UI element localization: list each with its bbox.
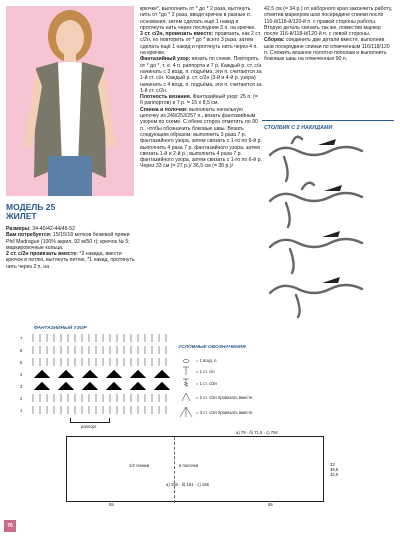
diagram-title: СТОЛБИК С 2 НАКИДАМИ (264, 125, 333, 131)
col2-p4-label: Плотность вязания. (140, 94, 192, 101)
model-title: МОДЕЛЬ 25 (6, 202, 56, 212)
model-photo (6, 6, 134, 196)
legend-item-2: = 1 ст. с/н (196, 369, 215, 374)
schematic-left-width: 55 (109, 502, 114, 507)
sizes-label: Размеры: (6, 226, 31, 232)
col2-p2-label: 3 ст. с/2н, провязать вместе: (140, 31, 214, 38)
legend-item-4: = 2 ст. с/2н провязать вместе (196, 395, 253, 400)
row-label-5: 5 (20, 360, 23, 365)
row-label-3: 3 (20, 384, 23, 389)
col3-paragraph-1: 42,5 см (= 34 р.) от наборного края закончить работу, отметив маркером шов посередине спинки после 116-й/118-й/120-й п. с правой стороны работы. Вторую деталь связать так же, поместив маркер после 116-й/118-й/120-й п. с левой стороны. (264, 6, 393, 38)
row-label-2: 2 (20, 396, 23, 401)
legend-item-1: = 1 возд. п. (196, 358, 218, 363)
treble-crochet-diagram (262, 120, 394, 320)
chain-stitch-symbol (183, 360, 189, 363)
sizes-value: 34-40/42-44/46-52 (32, 226, 75, 232)
row-label-7: 7 (20, 336, 23, 341)
col2-p2-text: провязать, как 2 ст. с/2н, но повторить от * до * всего 3 раза, затем сделать ещё 1 накид и протянуть нить через 4 п. на крючке. (140, 31, 262, 57)
row-5-stitches (33, 358, 166, 366)
row-2-stitches (33, 394, 166, 402)
middle-column-text (140, 6, 262, 170)
col2-p3-label: Фантазийный узор: (140, 56, 191, 63)
garment-schematic (66, 436, 324, 502)
col3-p2-label: Сборка: (264, 37, 285, 44)
two-treble-together-symbol (182, 393, 190, 401)
crochet-steps-illustration (262, 133, 394, 319)
row-7-stitches (33, 334, 166, 342)
schematic-top-label: а) 79 · б) 71,5 · с) 794 (236, 430, 278, 435)
rapport-bracket (70, 418, 110, 423)
col2-p4-text: Фантазийный узор: 25 п. (= 6 раппортов) и 7 р. = 15 х 8,5 см. (140, 94, 258, 107)
legend-item-5: = 3 ст. с/2н провязать вместе (196, 410, 253, 415)
model-heading (6, 203, 136, 221)
left-column-text (6, 226, 136, 270)
two-st-text: *2 накида, ввести крючок в петлю, вытянуть петлю, *1 накид, протянуть нить через 2 п. на (6, 251, 135, 270)
col3-p2-text: соединить две детали вместе, выполнив шов посередине спинки по отмеченным 116/118/120 п. Сложить вязаное полотно пополам и выполнить боковые швы на отмеченных 90 п. (264, 37, 390, 63)
col2-p5-text: выполнить начальную цепочку из 249/253/257 п., вязать фантазийным узором по схеме. С обеих сторон отметить по 90 п., чтобы обозначить боковые швы. Вязать следующим образом: выполнить 3 раза 7 р. фантазийного узора, затем связать с 1-го по 6-й р. выполнить 4 раза 7 р. фантазийного узора, затем связать 1-й и 2-й р.; выполнить 4 раза 7 р. фантазийного узора, затем связать с 1-го по 6-й р. Через 33 см (= 27 р.)/ 36,5 см (= 30 р.)/ (140, 106, 262, 170)
legend (178, 357, 258, 427)
schematic-height-2: 36,5 (330, 467, 339, 472)
col2-p3-text: вязать по схеме. Повторять от * до *, т. е. 4 п. раппорта и 7 р. Каждый р. ст. с/н начинать с 3 возд. п. подъёма, эти п. считаются за 1-й ст. с/н. Каждый р. ст. с/2н (3-й и 4-й р. узора) начинать с 4 возд. п. подъёма, эти п. считаются за 1-й ст. с/2н. (140, 56, 262, 94)
right-column-text (264, 6, 394, 63)
two-st-label: 2 ст. с/2н провязать вместе: (6, 251, 78, 258)
row-6-stitches (33, 346, 166, 354)
row-1-stitches (33, 406, 166, 414)
materials-text: 15/15/18 мотков бежевой пряжи Phil Madrague (100% акрил, 92 м/50 г); крючок № 5; маркировочные кольца. (6, 232, 130, 251)
schematic-height-1: 33 (330, 462, 335, 467)
legend-symbols (178, 357, 194, 427)
rapport-label: раппорт (81, 424, 97, 429)
legend-item-3: = 1 ст. с/2н (196, 381, 217, 386)
schematic-bottom-label: а) 156 · б) 161 · с) 156 (166, 482, 209, 487)
row-label-4: 4 (20, 372, 23, 377)
row-label-1: 1 (20, 408, 23, 413)
schematic-height-3: 42,5 (330, 472, 339, 477)
schematic-right-width: 55 (268, 502, 273, 507)
model-subtitle: ЖИЛЕТ (6, 211, 37, 221)
page-number: 76 (4, 520, 16, 532)
schematic-side-label: и полочки (179, 463, 199, 468)
woman-wearing-vest-illustration (6, 6, 134, 196)
pattern-title: ФАНТАЗИЙНЫЙ УЗОР (34, 326, 87, 331)
pattern-chart (20, 334, 180, 416)
schematic-center-label: 1/2 спинки (129, 463, 150, 468)
legend-title: УСЛОВНЫЕ ОБОЗНАЧЕНИЯ (178, 345, 246, 350)
row-label-6: 6 (20, 348, 23, 353)
pattern-symbols (28, 334, 178, 416)
row-4-fans (34, 370, 170, 378)
col2-paragraph-1: крючке*, выполнить от * до * 2 раза, вытянуть нить от *до * 2 раза, вводя крючок в разные п. основания, затем сделать ещё 1 накид и протянуть нить через последние 3 п. на крючке. (140, 6, 256, 31)
three-treble-together-symbol (180, 407, 192, 417)
materials-label: Вам потребуется: (6, 232, 52, 239)
schematic-centerline (174, 437, 175, 503)
col2-p5-label: Спинка и полочки: (140, 106, 188, 113)
row-3-fans (34, 382, 170, 390)
